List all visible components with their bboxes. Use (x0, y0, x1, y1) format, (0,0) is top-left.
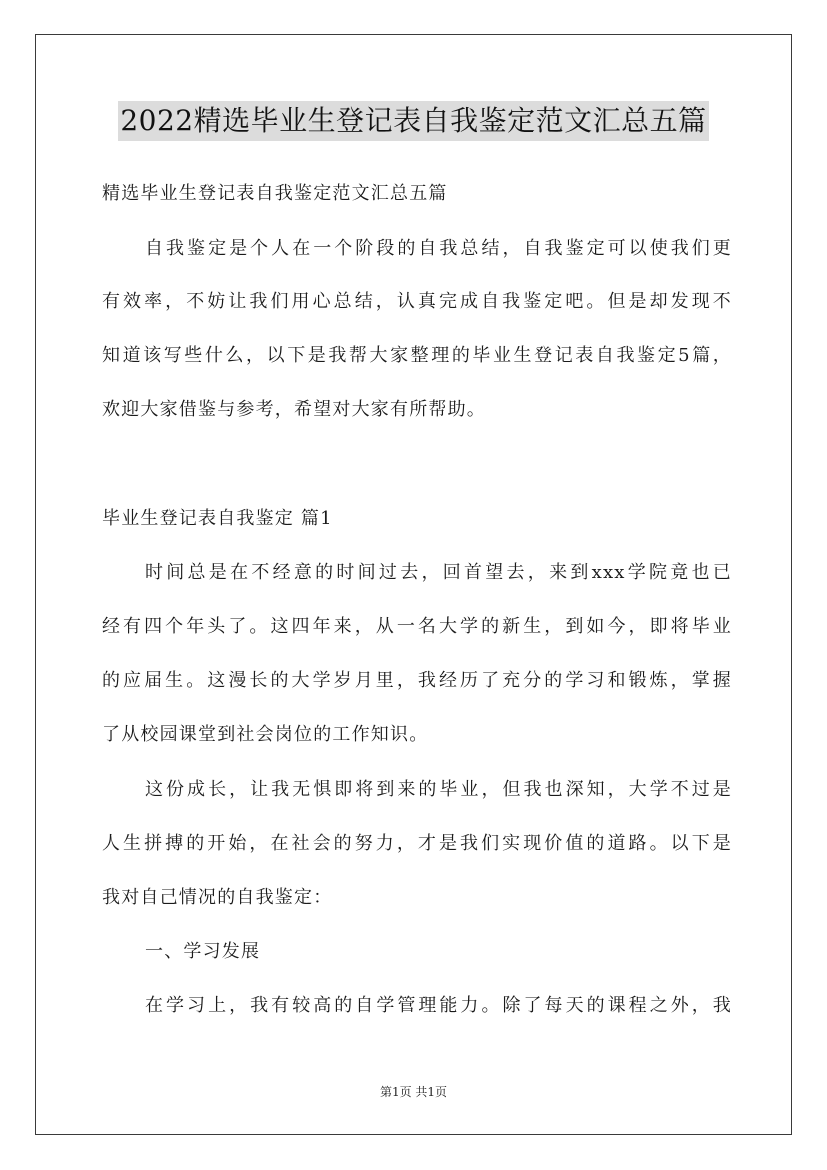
document-title: 2022精选毕业生登记表自我鉴定范文汇总五篇 (118, 101, 708, 141)
section-heading: 毕业生登记表自我鉴定 篇1 (102, 508, 333, 529)
title-wrap (0, 101, 827, 141)
para2-line-3: 我对自己情况的自我鉴定： (102, 887, 333, 908)
para1-line-4: 了从校园课堂到社会岗位的工作知识。 (102, 724, 429, 745)
intro-line-4: 欢迎大家借鉴与参考，希望对大家有所帮助。 (102, 399, 486, 420)
intro-line-1: 自我鉴定是个人在一个阶段的自我总结，自我鉴定可以使我们更 (145, 238, 732, 259)
intro-line-3: 知道该写些什么，以下是我帮大家整理的毕业生登记表自我鉴定5篇， (102, 345, 732, 366)
page-footer: 第1页 共1页 (379, 1085, 448, 1099)
para1-line-1: 时间总是在不经意的时间过去，回首望去，来到xxx学院竟也已 (145, 562, 732, 583)
para3-line-1: 在学习上，我有较高的自学管理能力。除了每天的课程之外，我 (145, 995, 732, 1016)
intro-line-2: 有效率，不妨让我们用心总结，认真完成自我鉴定吧。但是却发现不 (102, 291, 732, 312)
para2-line-1: 这份成长，让我无惧即将到来的毕业，但我也深知，大学不过是 (145, 779, 732, 800)
para1-line-3: 的应届生。这漫长的大学岁月里，我经历了充分的学习和锻炼，掌握 (102, 670, 732, 691)
para1-line-2: 经有四个年头了。这四年来，从一名大学的新生，到如今，即将毕业 (102, 616, 732, 637)
para2-line-2: 人生拼搏的开始，在社会的努力，才是我们实现价值的道路。以下是 (102, 833, 732, 854)
document-subtitle: 精选毕业生登记表自我鉴定范文汇总五篇 (102, 183, 448, 204)
subheading: 一、学习发展 (145, 941, 261, 962)
